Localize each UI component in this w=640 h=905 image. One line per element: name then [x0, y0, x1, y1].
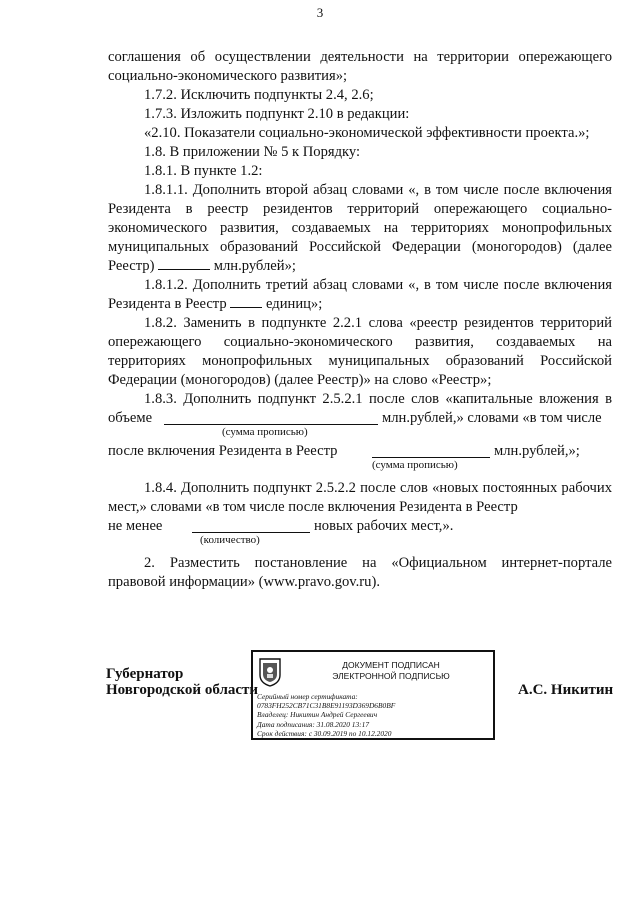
- sum-note: (сумма прописью): [372, 459, 458, 471]
- blank-line: [372, 445, 490, 458]
- paragraph-text: млн.рублей,»;: [494, 443, 580, 459]
- stamp-heading-line: ЭЛЕКТРОННОЙ ПОДПИСЬЮ: [332, 671, 450, 681]
- paragraph: 1.8.4. Дополнить подпункт 2.5.2.2 после слов «новых постоянных рабочих мест,» словами «в том числе после включения Резидента в Реестр: [108, 480, 612, 515]
- signing-date: Дата подписания: 31.08.2020 13:17: [257, 719, 370, 729]
- signatory-name: А.С. Никитин: [518, 682, 614, 698]
- e-signature-stamp: [251, 650, 495, 740]
- quantity-note: (количество): [200, 534, 260, 546]
- certificate-details: [257, 692, 395, 738]
- paragraph-text: млн.рублей»;: [213, 258, 296, 274]
- blank-line: [230, 295, 262, 308]
- blank-line: [192, 520, 310, 533]
- paragraph-text: после включения Резидента в Реестр: [108, 443, 338, 459]
- stamp-heading: [291, 660, 491, 682]
- paragraph: 1.7.2. Исключить подпункты 2.4, 2.6;: [144, 87, 374, 103]
- paragraph: 1.8. В приложении № 5 к Порядку:: [144, 144, 361, 160]
- blank-line: [164, 412, 378, 425]
- paragraph-text: 1.8.1.2. Дополнить третий абзац словами «, в том числе после включения Резидента в Реестр: [108, 277, 612, 312]
- paragraph: 1.7.3. Изложить подпункт 2.10 в редакции:: [144, 106, 410, 122]
- signatory-title-line: Губернатор: [106, 666, 184, 682]
- note-row: [108, 461, 612, 475]
- page-number: 3: [316, 5, 324, 20]
- paragraph-line: социально-экономического развития»;: [108, 68, 348, 84]
- certificate-serial-label: Серийный номер сертификата:: [257, 692, 358, 701]
- paragraph: «2.10. Показатели социально-экономической эффективности проекта.»;: [144, 125, 590, 141]
- paragraph-line: [108, 409, 612, 428]
- paragraph-text: объеме: [108, 410, 153, 426]
- paragraph-text: новых рабочих мест,».: [314, 518, 454, 534]
- paragraph: [108, 276, 612, 314]
- paragraph-text: 1.8.1.1. Дополнить второй абзац словами «, в том числе после включения Резидента в реестр резидентов территорий опережающего социально-экономического развития, создаваемых на территориях монопрофильных муниципальных образований Российской Федерации (моногородов) (далее Реестр): [108, 182, 612, 274]
- signatory-title: [106, 666, 258, 698]
- paragraph: 2. Разместить постановление на «Официальном интернет-портале правовой информации» (www.pravo.gov.ru).: [108, 555, 612, 590]
- paragraph-text: не менее: [108, 518, 163, 534]
- coat-of-arms-icon: [258, 657, 282, 687]
- paragraph: [108, 181, 612, 276]
- stamp-heading-line: ДОКУМЕНТ ПОДПИСАН: [342, 660, 440, 670]
- sum-note: (сумма прописью): [222, 426, 308, 438]
- paragraph: 1.8.2. Заменить в подпункте 2.2.1 слова «реестр резидентов территорий опережающего социально-экономического развития, создаваемых на территориях монопрофильных муниципальных образований Российской Федерации (моногородов) (далее Реестр)» на слово «Реестр»;: [108, 315, 612, 388]
- certificate-serial: 0783FH252CB71C31B8E91193D369D6B0BF: [257, 701, 396, 711]
- paragraph-text: единиц»;: [265, 296, 323, 312]
- signatory-title-line: Новгородской области: [106, 682, 259, 698]
- validity-period: Срок действия: с 30.09.2019 по 10.12.2020: [257, 728, 392, 738]
- paragraph-line: 1.8.3. Дополнить подпункт 2.5.2.1 после слов «капитальные вложения в: [144, 391, 612, 407]
- note-row: [108, 536, 612, 550]
- blank-line: [158, 257, 210, 270]
- certificate-owner: Владелец: Никитин Андрей Сергеевич: [257, 710, 378, 720]
- document-body: [108, 48, 612, 592]
- paragraph-text: млн.рублей,» словами «в том числе: [382, 410, 602, 426]
- paragraph-line: [108, 442, 612, 461]
- paragraph-line: соглашения об осуществлении деятельности на территории опережающего: [108, 49, 612, 65]
- paragraph-line: [108, 517, 612, 536]
- note-row: [108, 428, 612, 442]
- paragraph: 1.8.1. В пункте 1.2:: [144, 163, 263, 179]
